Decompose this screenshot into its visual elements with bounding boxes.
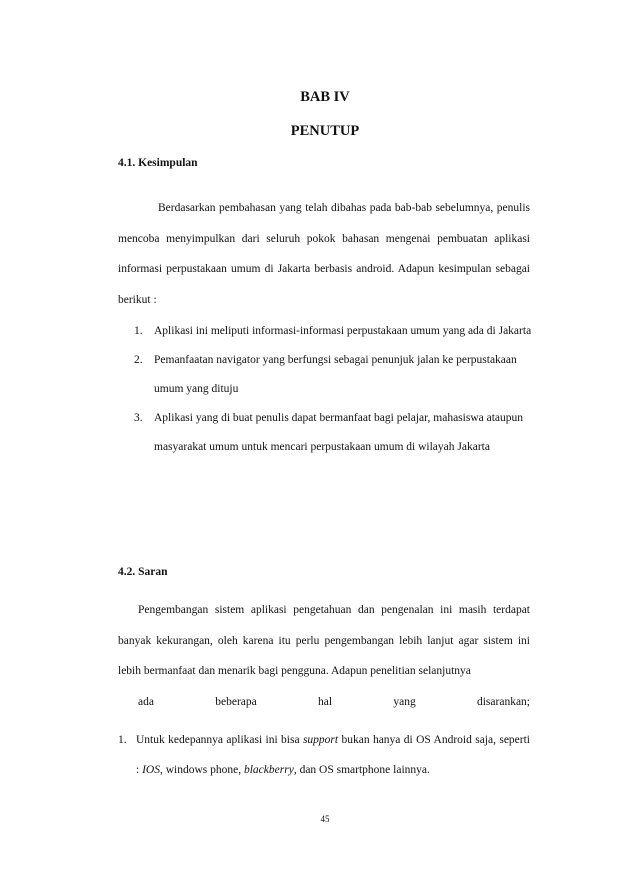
italic-term: support [302, 734, 339, 746]
page-number: 45 [320, 814, 330, 824]
list-number: 1. [118, 734, 127, 746]
conclusion-list [134, 317, 534, 462]
list-number: 1. [134, 325, 143, 337]
chapter-label: BAB IV [300, 89, 350, 105]
chapter-title: PENUTUP [290, 123, 360, 139]
list-item [118, 725, 530, 785]
paragraph-kesimpulan: Berdasarkan pembahasan yang telah dibahas pada bab-bab sebelumnya, penulis mencoba menyimpulkan dari seluruh pokok bahasan mengenai pembuatan aplikasi informasi perpustakaan umum di Jakarta berbasis android. Adapun kesimpulan sebagai berikut : [118, 202, 530, 307]
list-number: 3. [134, 412, 143, 424]
text-part: , windows phone, [159, 764, 244, 776]
italic-term: blackberry [243, 764, 294, 776]
paragraph-saran [118, 595, 530, 718]
italic-term: IOS [142, 764, 160, 776]
list-item [134, 346, 534, 404]
list-text: Pemanfaatan navigator yang berfungsi sebagai penunjuk jalan ke perpustakaan umum yang dituju [154, 354, 517, 395]
section-heading-saran: 4.2. Saran [118, 566, 168, 578]
text-part: bukan hanya di OS Android saja, seperti : [136, 734, 530, 776]
list-text [136, 734, 530, 776]
text-part: Untuk kedepannya aplikasi ini bisa [136, 734, 303, 746]
text-part: , dan OS smartphone lainnya. [293, 764, 430, 776]
list-text: Aplikasi yang di buat penulis dapat bermanfaat bagi pelajar, mahasiswa ataupun masyarakat umum untuk mencari perpustakaan umum di wilayah Jakarta [154, 412, 524, 453]
list-text: Aplikasi ini meliputi informasi-informasi perpustakaan umum yang ada di Jakarta [154, 325, 532, 337]
list-number: 2. [134, 354, 143, 366]
suggestion-list [118, 725, 530, 785]
paragraph-saran-last-line: ada beberapa hal yang disarankan; [138, 696, 530, 709]
list-item [134, 317, 534, 346]
paragraph-saran-main: Pengembangan sistem aplikasi pengetahuan dan pengenalan ini masih terdapat banyak kekurangan, oleh karena itu perlu pengembangan lebih lanjut agar sistem ini lebih bermanfaat dan menarik bagi pengguna. Adapun penelitian selanjutnya [118, 604, 530, 678]
section-heading-kesimpulan: 4.1. Kesimpulan [118, 157, 198, 169]
list-item [134, 404, 534, 462]
